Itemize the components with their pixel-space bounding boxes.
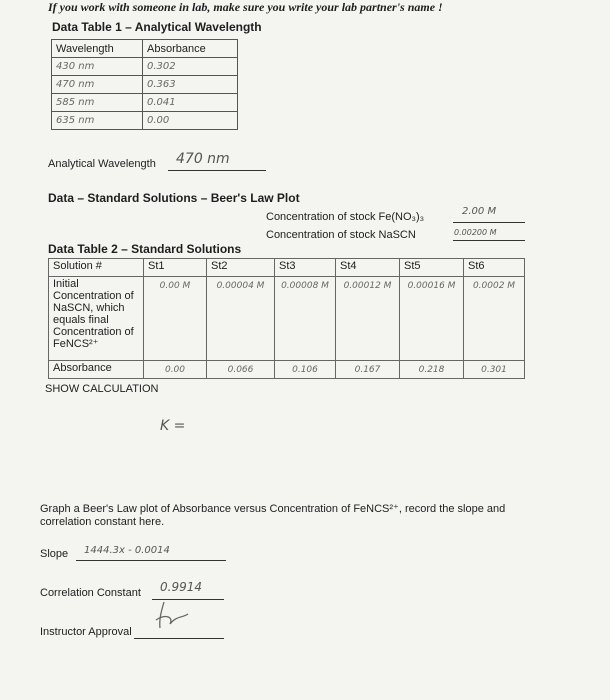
absorbance-cell: 0.041 (143, 94, 238, 112)
row-label: Initial Concentration of NaSCN, which equals final Concentration of FeNCS²⁺ (49, 277, 144, 361)
absorbance-cell: 0.302 (143, 58, 238, 76)
lab-partner-instructions: If you work with someone in lab, make sure you write your lab partner's name ! (48, 0, 443, 14)
table-header-row (49, 259, 525, 277)
stock-scn-value: 0.00200 M (454, 228, 497, 237)
show-calculation-label: SHOW CALCULATION (45, 383, 159, 395)
absorbance-cell: 0.218 (400, 361, 464, 379)
absorbance-cell: 0.066 (207, 361, 275, 379)
slope-label: Slope (40, 548, 69, 560)
stock-fe-underline (453, 222, 525, 223)
table-header-row (52, 40, 238, 58)
column-header: Solution # (49, 259, 144, 277)
absorbance-cell: 0.00 (144, 361, 207, 379)
stock-scn-label: Concentration of stock NaSCN (266, 229, 416, 241)
column-header: St3 (275, 259, 336, 277)
standard-solutions-table (48, 258, 525, 379)
stock-scn-underline (453, 240, 525, 241)
column-header: Absorbance (143, 40, 238, 58)
instructor-approval-field[interactable] (134, 638, 224, 639)
analytical-wavelength-underline (168, 170, 266, 171)
analytical-wavelength-label: Analytical Wavelength (48, 158, 156, 170)
table-row (52, 58, 238, 76)
table-row (49, 361, 525, 379)
beers-law-heading: Data – Standard Solutions – Beer's Law Plot (48, 191, 300, 205)
table1-title: Data Table 1 – Analytical Wavelength (52, 20, 262, 34)
table-row (49, 277, 525, 361)
column-header: St1 (144, 259, 207, 277)
analytical-wavelength-value: 470 nm (176, 151, 230, 167)
table-row (52, 94, 238, 112)
analytical-wavelength-table (51, 39, 238, 130)
column-header: St6 (464, 259, 525, 277)
absorbance-cell: 0.00 (143, 112, 238, 130)
column-header: St2 (207, 259, 275, 277)
slope-underline (76, 560, 226, 561)
k-equation: K = (160, 418, 186, 434)
stock-fe-value: 2.00 M (462, 206, 497, 217)
concentration-cell: 0.0002 M (464, 277, 525, 361)
column-header: St5 (400, 259, 464, 277)
column-header: St4 (336, 259, 400, 277)
concentration-cell: 0.00004 M (207, 277, 275, 361)
wavelength-cell: 470 nm (52, 76, 143, 94)
correlation-label: Correlation Constant (40, 587, 141, 599)
row-label: Absorbance (49, 361, 144, 379)
absorbance-cell: 0.301 (464, 361, 525, 379)
concentration-cell: 0.00008 M (275, 277, 336, 361)
wavelength-cell: 430 nm (52, 58, 143, 76)
concentration-cell: 0.00012 M (336, 277, 400, 361)
slope-value: 1444.3x - 0.0014 (84, 545, 170, 556)
correlation-value: 0.9914 (160, 580, 202, 594)
handwritten-mark-icon (152, 598, 192, 634)
absorbance-cell: 0.363 (143, 76, 238, 94)
instructor-approval-label: Instructor Approval (40, 626, 132, 638)
wavelength-cell: 635 nm (52, 112, 143, 130)
absorbance-cell: 0.167 (336, 361, 400, 379)
table-row (52, 112, 238, 130)
absorbance-cell: 0.106 (275, 361, 336, 379)
column-header: Wavelength (52, 40, 143, 58)
wavelength-cell: 585 nm (52, 94, 143, 112)
table-row (52, 76, 238, 94)
concentration-cell: 0.00016 M (400, 277, 464, 361)
concentration-cell: 0.00 M (144, 277, 207, 361)
graph-instructions: Graph a Beer's Law plot of Absorbance versus Concentration of FeNCS²⁺, record the slope and correlation constant here. (40, 503, 506, 528)
stock-fe-label: Concentration of stock Fe(NO₃)₃ (266, 211, 425, 223)
table2-title: Data Table 2 – Standard Solutions (48, 242, 242, 256)
